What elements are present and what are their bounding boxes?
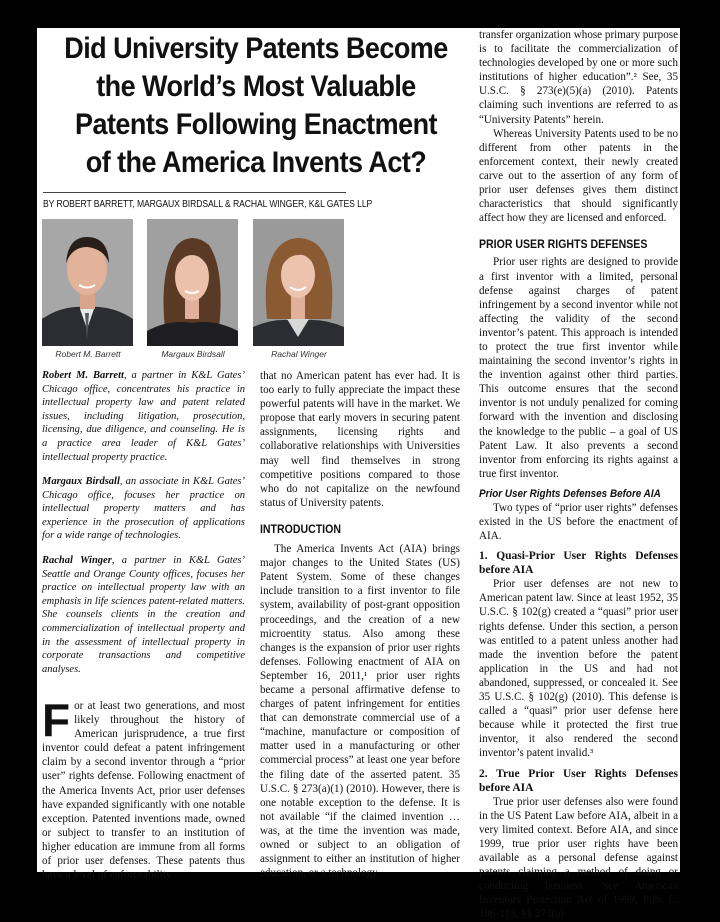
bio-birdsall bbox=[42, 475, 245, 543]
lead-paragraph bbox=[42, 694, 245, 882]
author-photo-winger bbox=[253, 219, 344, 346]
before-aia-subheading: Prior User Rights Defenses Before AIA bbox=[479, 487, 661, 500]
right-paragraph-3: Prior user rights are designed to provide a first inventor with a limited, personal defense against charges of patent infringement by a second inventor while not affecting the validity of the second inventor’s patent. This approach is intended to protect the true first inventor while maintaining the second inventor’s rights in the invention against other third parties. This outcome ensures that the second inventor is not unduly penalized for coming forward with the invention and disclosing the knowledge to the public – a goal of US Patent Law. It also prevents a second inventor from enforcing its rights against a true first inventor. bbox=[479, 256, 678, 480]
right-column bbox=[479, 28, 678, 921]
bio-text: , a partner in K&L Gates’ Chicago office, concentrates his practice in intellectual property law and patent related issues, including litigation, prosecution, licensing, due diligence, and counseling. He is a practice area leader of K&L Gates’ intellectual property practice. bbox=[42, 370, 245, 463]
bio-name: Robert M. Barrett bbox=[42, 370, 124, 381]
bio-name: Rachal Winger bbox=[42, 555, 112, 566]
middle-column bbox=[260, 369, 460, 880]
article-title: Did University Patents Become the World’s Most Valuable Patents Following Enactment of the America Invents Act? bbox=[64, 32, 448, 179]
bio-text: , a partner in K&L Gates’ Seattle and Orange County offices, focuses her practice on intellectual property law with an emphasis in life sciences patent-related matters. She counsels clients in the creation and commercialization of intellectual property and in the assessment of intellectual property in corporate transactions and competitive analyses. bbox=[42, 555, 246, 675]
byline: BY ROBERT BARRETT, MARGAUX BIRDSALL & RACHAL WINGER, K&L GATES LLP bbox=[43, 199, 373, 210]
bio-winger bbox=[42, 554, 245, 676]
bio-name: Margaux Birdsall bbox=[42, 476, 120, 487]
photo-caption-barrett: Robert M. Barrett bbox=[55, 349, 121, 359]
introduction-heading: INTRODUCTION bbox=[260, 521, 341, 536]
author-photo-barrett bbox=[42, 219, 133, 346]
bio-text: , an associate in K&L Gates’ Chicago office, focuses her practice on intellectual property matters and has experience in the prosecution of applications for a wide range of technologies. bbox=[42, 476, 245, 542]
prior-user-rights-heading: PRIOR USER RIGHTS DEFENSES bbox=[479, 237, 648, 252]
middle-paragraph-1: that no American patent has ever had. It is too early to fully appreciate the impact these powerful patents will have in the market. We propose that early movers in securing patent assignments, licensing rights and collaborative relationships with Universities may well find themselves in strong competitive positions compared to those who do not capitalize on the newfound status of University patents. bbox=[260, 370, 460, 509]
byline-divider bbox=[43, 192, 346, 193]
right-paragraph-1: transfer organization whose primary purpose is to facilitate the commercialization of technologies developed by one or more such institutions of higher education”.² See, 35 U.S.C. § 273(e)(5)(a) (2010). Patents claiming such inventions are referred to as “University Patents” herein. bbox=[479, 29, 678, 126]
right-paragraph-4: Two types of “prior user rights” defenses existed in the US before the enactment of AIA. bbox=[479, 502, 678, 543]
true-prior-user-heading: 2. True Prior User Rights Defenses before AIA bbox=[479, 767, 678, 794]
photo-caption-winger: Rachal Winger bbox=[271, 349, 327, 359]
middle-paragraph-2: The America Invents Act (AIA) brings major changes to the United States (US) Patent System. Some of these changes include transition to a first inventor to file system, availability of post-grant opposition proceedings, and the creation of a new microentity status. Also among these changes is the expansion of prior user rights defenses. Following enactment of AIA on September 16, 2011,¹ prior user rights became a personal affirmative defense to charges of patent infringement for entities that can demonstrate commercial use of a “machine, manufacture or composition of matter used in a manufacturing or other commercial process” at least one year before the filing date of the asserted patent. 35 U.S.C. § 273(a)(1) (2010). However, there is one notable exception to the defense. It is not available “if the claimed invention … was, at the time the invention was made, owned or subject to an obligation of assignment to either an institution of higher education, or a technology bbox=[260, 543, 460, 880]
drop-cap: F bbox=[42, 694, 71, 746]
right-paragraph-6: True prior user defenses also were found in the US Patent Law before AIA, albeit in a very limited context. Before AIA, and since 1999, true prior user rights have been available as a personal defense against patents claiming a method of doing or conducting business. See American Inventors Protection Act of 1999, Pub. L. 106-113, §§ 273(a) bbox=[479, 795, 678, 921]
bio-barrett bbox=[42, 369, 245, 464]
right-paragraph-2: Whereas University Patents used to be no different from other patents in the enforcement context, their newly created carve out to the assertion of any form of prior user defenses gives them distinct characteristics that should significantly affect how they are licensed and enforced. bbox=[479, 127, 678, 225]
right-paragraph-5: Prior user defenses are not new to American patent law. Since at least 1952, 35 U.S.C. § 102(g) created a “quasi” prior user rights defense. Under this section, a person was entitled to a patent unless another had made the invention before the patent application in the US and had not abandoned, suppressed, or concealed it. See 35 U.S.C. § 102(g) (2010). This defense is called a “quasi” prior user defense here because while it protected the first true inventor, it also rendered the second inventor’s patent invalid.³ bbox=[479, 578, 678, 760]
quasi-prior-user-heading: 1. Quasi-Prior User Rights Defenses before AIA bbox=[479, 550, 678, 577]
lead-text: or at least two generations, and most likely throughout the history of American jurisprudence, a true first inventor could defeat a patent infringement claim by a second inventor through a “prior user” rights defense. Following enactment of the America Invents Act, prior user defenses have expanded significantly with one notable exception. Patented inventions made, owned or subject to transfer to an institution of higher education are immune from all forms of prior user defenses. These patents thus have a level of enforceability bbox=[42, 700, 245, 882]
document-page bbox=[37, 28, 680, 921]
author-photo-birdsall bbox=[147, 219, 238, 346]
photo-caption-birdsall: Margaux Birdsall bbox=[161, 349, 225, 359]
